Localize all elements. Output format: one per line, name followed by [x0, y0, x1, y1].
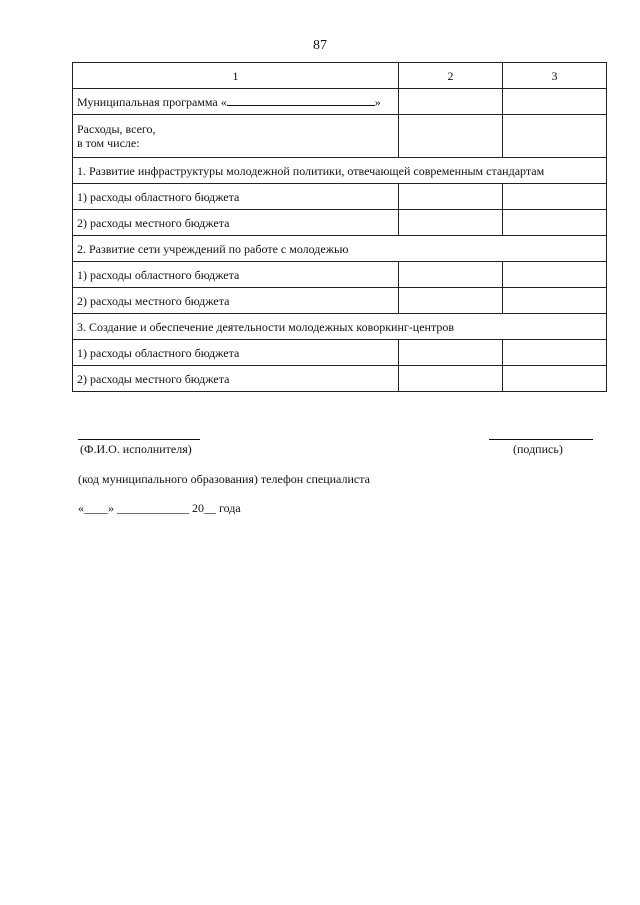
table-row	[73, 340, 607, 366]
table-row-section-2	[73, 236, 607, 262]
expenses-total-cell	[73, 115, 399, 158]
table-row	[73, 210, 607, 236]
program-prefix: Муниципальная программа «	[77, 94, 227, 109]
table-cell-empty	[503, 262, 607, 288]
table-cell-empty	[399, 340, 503, 366]
table-row	[73, 184, 607, 210]
table-cell-empty	[399, 366, 503, 392]
section-2-local-budget: 2) расходы местного бюджета	[73, 288, 399, 314]
table-header-row	[73, 63, 607, 89]
section-3-local-budget: 2) расходы местного бюджета	[73, 366, 399, 392]
table-cell-empty	[503, 184, 607, 210]
header-col-1: 1	[73, 63, 399, 89]
header-col-2: 2	[399, 63, 503, 89]
expenses-total-line2: в том числе:	[77, 136, 140, 150]
table-cell-empty	[503, 340, 607, 366]
section-2-title: 2. Развитие сети учреждений по работе с молодежью	[73, 236, 607, 262]
table-row-section-3	[73, 314, 607, 340]
program-name-blank	[227, 95, 375, 106]
table-cell-empty	[503, 366, 607, 392]
section-1-local-budget: 2) расходы местного бюджета	[73, 210, 399, 236]
table-row-program	[73, 89, 607, 115]
header-col-3: 3	[503, 63, 607, 89]
page-number: 87	[313, 38, 327, 53]
table-row-expenses-total	[73, 115, 607, 158]
executor-name-line	[78, 439, 200, 440]
table-row	[73, 288, 607, 314]
program-col-2-cell	[399, 89, 503, 115]
program-col-3-cell	[503, 89, 607, 115]
program-name-cell	[73, 89, 399, 115]
expenses-total-line1: Расходы, всего,	[77, 122, 156, 136]
section-3-regional-budget: 1) расходы областного бюджета	[73, 340, 399, 366]
expenses-total-col-3-cell	[503, 115, 607, 158]
expenses-total-col-2-cell	[399, 115, 503, 158]
section-1-title: 1. Развитие инфраструктуры молодежной политики, отвечающей современным стандартам	[73, 158, 607, 184]
section-3-title: 3. Создание и обеспечение деятельности молодежных коворкинг-центров	[73, 314, 607, 340]
budget-table	[72, 62, 607, 392]
table-row-section-1	[73, 158, 607, 184]
table-cell-empty	[503, 210, 607, 236]
table-row	[73, 262, 607, 288]
municipality-phone-label: (код муниципального образования) телефон специалиста	[78, 472, 370, 486]
date-line: «____» ____________ 20__ года	[78, 501, 241, 515]
signature-label: (подпись)	[513, 442, 563, 456]
table-cell-empty	[399, 210, 503, 236]
section-1-regional-budget: 1) расходы областного бюджета	[73, 184, 399, 210]
program-suffix: »	[374, 94, 381, 109]
table-row	[73, 366, 607, 392]
table-cell-empty	[399, 262, 503, 288]
signature-line	[489, 439, 593, 440]
section-2-regional-budget: 1) расходы областного бюджета	[73, 262, 399, 288]
executor-label: (Ф.И.О. исполнителя)	[80, 442, 192, 456]
table-cell-empty	[399, 288, 503, 314]
table-cell-empty	[503, 288, 607, 314]
table-cell-empty	[399, 184, 503, 210]
